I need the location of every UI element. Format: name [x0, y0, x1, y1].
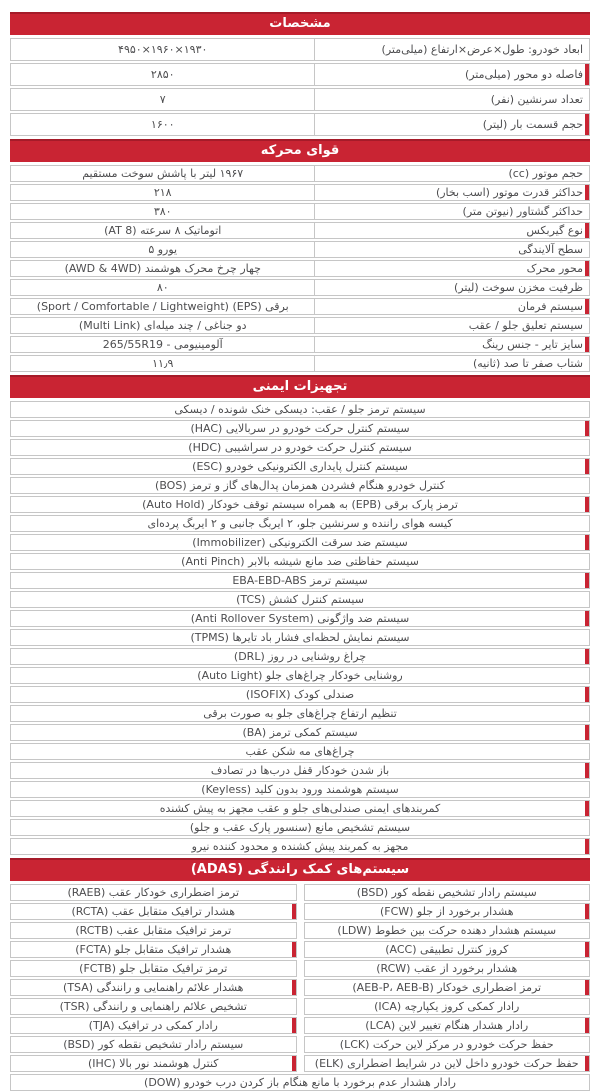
safety-row [10, 496, 590, 513]
adas-item-label: هشدار ترافیک متقابل عقب (RCTA) [71, 904, 236, 918]
adas-item-label: ترمز اضطراری خودکار (‎AEB-P، AEB-B‎) [352, 980, 542, 994]
safety-row [10, 762, 590, 779]
adas-row [304, 903, 591, 920]
adas-row [10, 903, 297, 920]
spec-row [10, 260, 590, 277]
spec-label: سطح آلایندگی [314, 242, 589, 257]
adas-item-label: هشدار ترافیک متقابل جلو (FCTA) [75, 942, 232, 956]
spec-value: اتوماتیک ۸ سرعته (8 AT) [104, 223, 222, 237]
safety-row [10, 477, 590, 494]
section-specs [10, 12, 590, 136]
spec-row [10, 63, 590, 86]
adas-item-label: رادار هشدار عدم برخورد با مانع هنگام باز کردن درب خودرو (DOW) [144, 1075, 456, 1089]
spec-label: سیستم تعلیق جلو / عقب [314, 318, 589, 333]
safety-item-label: سیستم ترمز جلو / عقب: دیسکی خنک شونده / دیسکی [174, 402, 426, 416]
adas-item-label: ترمز ترافیک متقابل جلو (FCTB) [79, 961, 228, 975]
spec-value: ۳۸۰ [153, 204, 172, 218]
spec-value: ۸۰ [156, 280, 169, 294]
safety-item-label: چراغ روشنایی در روز (DRL) [233, 649, 367, 663]
adas-item-label: هشدار برخورد از جلو (FCW) [379, 904, 514, 918]
spec-row [10, 113, 590, 136]
adas-item-label: کروز کنترل تطبیقی (ACC) [385, 942, 509, 956]
adas-full-row-wrap [10, 1074, 590, 1091]
safety-row [10, 629, 590, 646]
spec-row [10, 279, 590, 296]
spec-value: برقی (EPS) (Sport / Comfortable / Lightweight) [36, 299, 289, 313]
section-header-safety: تجهیزات ایمنی [10, 375, 590, 398]
spec-row [10, 222, 590, 239]
spec-label: فاصله دو محور (میلی‌متر) [314, 64, 589, 85]
safety-row [10, 591, 590, 608]
safety-item-label: سیستم ضد سرقت الکترونیکی (Immobilizer) [192, 535, 408, 549]
safety-row [10, 572, 590, 589]
spec-label: نوع گیربکس [314, 223, 589, 238]
safety-row [10, 781, 590, 798]
adas-full-row [10, 1074, 590, 1091]
safety-item-label: سیستم ترمز EBA-EBD-ABS [232, 573, 368, 587]
spec-value: ۱۱٫۹ [152, 356, 174, 370]
adas-item-label: سیستم رادار تشخیص نقطه کور (BSD) [63, 1037, 244, 1051]
spec-value: چهار چرخ محرک هوشمند (AWD & 4WD) [64, 261, 261, 275]
safety-item-label: سیستم ضد واژگونی (Anti Rollover System) [190, 611, 410, 625]
safety-row [10, 686, 590, 703]
adas-columns [10, 884, 590, 1074]
safety-row [10, 648, 590, 665]
adas-row [10, 884, 297, 901]
safety-row [10, 610, 590, 627]
spec-label: حداکثر قدرت موتور (اسب بخار) [314, 185, 589, 200]
section-header-powertrain: قوای محرکه [10, 139, 590, 162]
adas-item-label: رادار کمکی کروز یکپارچه (ICA) [374, 999, 520, 1013]
adas-row [304, 884, 591, 901]
adas-item-label: رادار کمکی در ترافیک (TJA) [88, 1018, 218, 1032]
safety-item-label: سیستم کنترل کشش (TCS) [236, 592, 364, 606]
safety-item-label: سیستم حفاظتی ضد مانع شیشه بالابر (Anti Pinch) [181, 554, 419, 568]
safety-item-label: سیستم کنترل حرکت خودرو در سربالایی (HAC) [190, 421, 410, 435]
spec-label: محور محرک [314, 261, 589, 276]
adas-item-label: کنترل هوشمند نور بالا (IHC) [87, 1056, 219, 1070]
safety-row [10, 724, 590, 741]
safety-row [10, 534, 590, 551]
adas-item-label: هشدار علائم راهنمایی و رانندگی (TSA) [63, 980, 244, 994]
adas-item-label: ترمز ترافیک متقابل عقب (RCTB) [75, 923, 232, 937]
safety-row [10, 705, 590, 722]
safety-item-label: ترمز پارک برقی (EPB) به همراه سیستم توقف خودکار (Auto Hold) [142, 497, 458, 511]
adas-row [304, 1036, 591, 1053]
spec-row [10, 317, 590, 334]
safety-item-label: سیستم کنترل پایداری الکترونیکی خودرو (ESC) [192, 459, 408, 473]
adas-item-label: هشدار برخورد از عقب (RCW) [376, 961, 518, 975]
safety-item-label: سیستم کمکی ترمز (BA) [242, 725, 358, 739]
spec-label: سایز تایر - جنس رینگ [314, 337, 589, 352]
spec-value: دو جناغی / چند میله‌ای (Multi Link) [78, 318, 247, 332]
safety-rows [10, 401, 590, 855]
adas-item-label: حفظ حرکت خودرو در مرکز لاین حرکت (LCK) [339, 1037, 554, 1051]
spec-label: ظرفیت مخزن سوخت (لیتر) [314, 280, 589, 295]
section-adas [10, 858, 590, 1091]
safety-row [10, 667, 590, 684]
adas-row [304, 941, 591, 958]
adas-row [304, 960, 591, 977]
adas-column-right [304, 884, 591, 1074]
safety-item-label: تنظیم ارتفاع چراغ‌های جلو به صورت برقی [203, 706, 397, 720]
safety-item-label: سیستم تشخیص مانع (سنسور پارک عقب و جلو) [189, 820, 411, 834]
adas-row [10, 1017, 297, 1034]
adas-row [304, 1017, 591, 1034]
adas-row [10, 922, 297, 939]
spec-row [10, 241, 590, 258]
spec-value: ۱۶۰۰ [150, 117, 175, 131]
adas-column-left [10, 884, 297, 1074]
safety-row [10, 743, 590, 760]
safety-item-label: روشنایی خودکار چراغ‌های جلو (Auto Light) [197, 668, 403, 682]
adas-row [10, 979, 297, 996]
spec-label: سیستم فرمان [314, 299, 589, 314]
spec-row [10, 203, 590, 220]
safety-item-label: سیستم کنترل حرکت خودرو در سراشیبی (HDC) [188, 440, 412, 454]
adas-row [10, 960, 297, 977]
spec-label: حجم موتور (cc) [314, 166, 589, 181]
adas-item-label: حفظ حرکت خودرو داخل لاین در شرایط اضطراری (ELK) [314, 1056, 579, 1070]
adas-row [10, 1055, 297, 1072]
spec-row [10, 165, 590, 182]
safety-item-label: کیسه هوای راننده و سرنشین جلو، ۲ ایربگ جانبی و ۲ ایربگ پرده‌ای [147, 516, 453, 530]
safety-item-label: سیستم نمایش لحظه‌ای فشار باد تایرها (TPMS) [190, 630, 410, 644]
safety-item-label: باز شدن خودکار قفل درب‌ها در تصادف [210, 763, 390, 777]
adas-row [304, 922, 591, 939]
adas-item-label: رادار هشدار هنگام تغییر لاین (LCA) [365, 1018, 529, 1032]
adas-row [10, 941, 297, 958]
adas-row [10, 1036, 297, 1053]
safety-item-label: مجهز به کمربند پیش کشنده و محدود کننده نیرو [191, 839, 409, 853]
spec-label: حجم قسمت بار (لیتر) [314, 114, 589, 135]
safety-row [10, 515, 590, 532]
section-header-specs: مشخصات [10, 12, 590, 35]
safety-row [10, 439, 590, 456]
spec-value: ۷ [159, 92, 166, 106]
adas-row [304, 979, 591, 996]
safety-item-label: کمربندهای ایمنی صندلی‌های جلو و عقب مجهز به پیش کشنده [159, 801, 441, 815]
safety-row [10, 819, 590, 836]
spec-value: 265/55R19 - آلومینیومی [102, 337, 223, 351]
spec-row [10, 184, 590, 201]
spec-row [10, 355, 590, 372]
specs-rows [10, 38, 590, 136]
safety-row [10, 420, 590, 437]
safety-row [10, 838, 590, 855]
safety-row [10, 401, 590, 418]
adas-item-label: ترمز اضطراری خودکار عقب (RAEB) [67, 885, 240, 899]
safety-row [10, 553, 590, 570]
safety-item-label: چراغ‌های مه شکن عقب [245, 744, 355, 758]
spec-value: ۲۱۸ [153, 185, 172, 199]
safety-item-label: سیستم هوشمند ورود بدون کلید (Keyless) [201, 782, 399, 796]
safety-item-label: کنترل خودرو هنگام فشردن همزمان پدال‌های گاز و ترمز (BOS) [155, 478, 445, 492]
spec-label: تعداد سرنشین (نفر) [314, 89, 589, 110]
adas-item-label: سیستم رادار تشخیص نقطه کور (BSD) [356, 885, 537, 899]
spec-row [10, 88, 590, 111]
spec-label: ابعاد خودرو: طول×عرض×ارتفاع (میلی‌متر) [314, 39, 589, 60]
spec-row [10, 336, 590, 353]
section-powertrain [10, 139, 590, 372]
spec-label: حداکثر گشتاور (نیوتن متر) [314, 204, 589, 219]
spec-value: یورو ۵ [148, 242, 178, 256]
section-safety [10, 375, 590, 855]
spec-row [10, 298, 590, 315]
section-header-adas: سیستم‌های کمک رانندگی (ADAS) [10, 858, 590, 881]
spec-value: ۲۸۵۰ [150, 67, 175, 81]
safety-row [10, 458, 590, 475]
adas-item-label: تشخیص علائم راهنمایی و رانندگی (TSR) [59, 999, 247, 1013]
spec-value: ۴۹۵۰×۱۹۶۰×۱۹۳۰ [118, 42, 208, 56]
adas-row [304, 1055, 591, 1072]
adas-item-label: سیستم هشدار دهنده حرکت بین خطوط (LDW) [337, 923, 557, 937]
safety-row [10, 800, 590, 817]
spec-value: ۱۹۶۷ لیتر با پاشش سوخت مستقیم [82, 166, 244, 180]
powertrain-rows [10, 165, 590, 372]
spec-label: شتاب صفر تا صد (ثانیه) [314, 356, 589, 371]
spec-row [10, 38, 590, 61]
safety-item-label: صندلی کودک (ISOFIX) [245, 687, 355, 701]
